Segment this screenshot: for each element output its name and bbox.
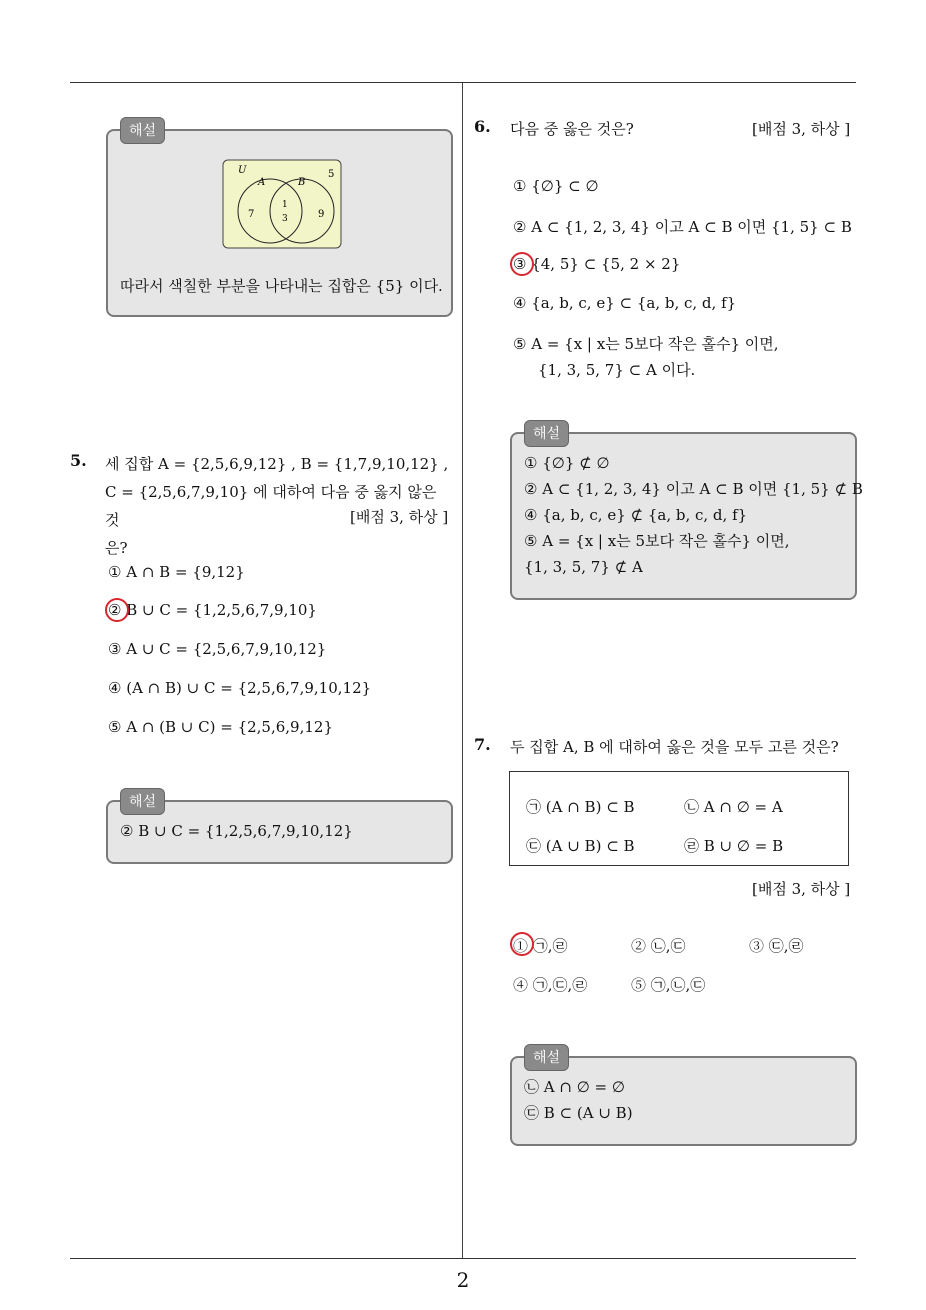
column-divider bbox=[462, 83, 463, 1259]
q6-solution-line: ① {∅} ⊄ ∅ bbox=[524, 454, 610, 472]
q4-solution-text: 따라서 색칠한 부분을 나타내는 집합은 {5} 이다. bbox=[120, 277, 443, 295]
q7-solution-line: ㉡ A ∩ ∅ = ∅ bbox=[524, 1078, 625, 1096]
q6-solution-box bbox=[510, 426, 863, 600]
q5-score: [배점 3, 하상 ] bbox=[350, 508, 449, 526]
solution-tag: 해설 bbox=[524, 420, 569, 447]
solution-tag: 해설 bbox=[524, 1044, 569, 1071]
venn-label-a: A bbox=[258, 177, 266, 188]
q7-options-box bbox=[509, 771, 849, 866]
solution-tag: 해설 bbox=[120, 788, 165, 815]
answer-mark-circle bbox=[510, 252, 534, 276]
q7-choice-1[interactable]: ① ㉠,㉣ bbox=[513, 937, 568, 955]
q6-text: 다음 중 옳은 것은? bbox=[510, 120, 634, 138]
q7-option-a: ㉠ (A ∩ B) ⊂ B bbox=[526, 798, 635, 816]
solution-tag: 해설 bbox=[120, 117, 165, 144]
q7-choice-2[interactable]: ② ㉡,㉢ bbox=[631, 937, 686, 955]
q7-solution-line: ㉢ B ⊂ (A ∪ B) bbox=[524, 1104, 633, 1122]
q7-choice-4[interactable]: ④ ㉠,㉢,㉣ bbox=[513, 976, 588, 994]
bottom-rule bbox=[70, 1258, 856, 1259]
q7-option-d: ㉣ B ∪ ∅ = B bbox=[684, 837, 784, 855]
venn-diagram bbox=[222, 159, 342, 249]
venn-intersection-1: 1 bbox=[282, 200, 288, 210]
venn-label-b: B bbox=[298, 177, 306, 188]
q6-number: 6. bbox=[474, 117, 491, 136]
q7-option-b: ㉡ A ∩ ∅ = A bbox=[684, 798, 783, 816]
q5-text-line: 은? bbox=[105, 539, 128, 557]
answer-mark-circle bbox=[105, 598, 129, 622]
q5-choice-4[interactable]: ④ (A ∩ B) ∪ C = {2,5,6,7,9,10,12} bbox=[108, 679, 372, 697]
q6-solution-line: {1, 3, 5, 7} ⊄ A bbox=[524, 558, 643, 576]
q5-choice-3[interactable]: ③ A ∪ C = {2,5,6,7,9,10,12} bbox=[108, 640, 327, 658]
q7-option-c: ㉢ (A ∪ B) ⊂ B bbox=[526, 837, 635, 855]
q6-choice-3[interactable]: ③ {4, 5} ⊂ {5, 2 × 2} bbox=[513, 255, 681, 273]
venn-only-b: 9 bbox=[318, 209, 325, 220]
q7-choice-3[interactable]: ③ ㉢,㉣ bbox=[749, 937, 804, 955]
q7-choice-5[interactable]: ⑤ ㉠,㉡,㉢ bbox=[631, 976, 706, 994]
q5-solution-text: ② B ∪ C = {1,2,5,6,7,9,10,12} bbox=[120, 822, 353, 840]
q7-solution-box bbox=[510, 1050, 857, 1146]
q5-number: 5. bbox=[70, 451, 87, 470]
venn-outside: 5 bbox=[328, 169, 335, 180]
venn-intersection-2: 3 bbox=[282, 214, 288, 224]
q6-choice-5[interactable]: ⑤ A = {x | x는 5보다 작은 홀수} 이면, bbox=[513, 335, 779, 353]
answer-mark-circle bbox=[510, 932, 534, 956]
q7-text: 두 집합 A, B 에 대하여 옳은 것을 모두 고른 것은? bbox=[510, 738, 839, 756]
q6-choice-5-cont: {1, 3, 5, 7} ⊂ A 이다. bbox=[538, 361, 696, 379]
q6-solution-line: ② A ⊂ {1, 2, 3, 4} 이고 A ⊂ B 이면 {1, 5} ⊄ B bbox=[524, 480, 863, 498]
q6-score: [배점 3, 하상 ] bbox=[752, 120, 851, 138]
q5-text-line: 세 집합 A = {2,5,6,9,12} , B = {1,7,9,10,12} , bbox=[105, 455, 449, 473]
q6-choice-2[interactable]: ② A ⊂ {1, 2, 3, 4} 이고 A ⊂ B 이면 {1, 5} ⊂ B bbox=[513, 218, 852, 236]
q5-solution-box bbox=[106, 794, 453, 864]
q6-solution-line: ⑤ A = {x | x는 5보다 작은 홀수} 이면, bbox=[524, 532, 790, 550]
q5-choice-2[interactable]: ② B ∪ C = {1,2,5,6,7,9,10} bbox=[108, 601, 317, 619]
q6-solution-line: ④ {a, b, c, e} ⊄ {a, b, c, d, f} bbox=[524, 506, 748, 524]
top-rule bbox=[70, 82, 856, 83]
q5-choice-1[interactable]: ① A ∩ B = {9,12} bbox=[108, 563, 245, 581]
q7-score: [배점 3, 하상 ] bbox=[752, 880, 851, 898]
q5-text-line: C = {2,5,6,7,9,10} 에 대하여 다음 중 옳지 않은 것 bbox=[105, 483, 437, 529]
venn-only-a: 7 bbox=[248, 209, 255, 220]
q6-choice-4[interactable]: ④ {a, b, c, e} ⊂ {a, b, c, d, f} bbox=[513, 294, 737, 312]
q4-solution-box bbox=[106, 123, 453, 317]
q6-choice-1[interactable]: ① {∅} ⊂ ∅ bbox=[513, 177, 599, 195]
q7-number: 7. bbox=[474, 735, 491, 754]
venn-label-u: U bbox=[238, 165, 247, 176]
page-number: 2 bbox=[456, 1268, 470, 1292]
q5-choice-5[interactable]: ⑤ A ∩ (B ∪ C) = {2,5,6,9,12} bbox=[108, 718, 333, 736]
